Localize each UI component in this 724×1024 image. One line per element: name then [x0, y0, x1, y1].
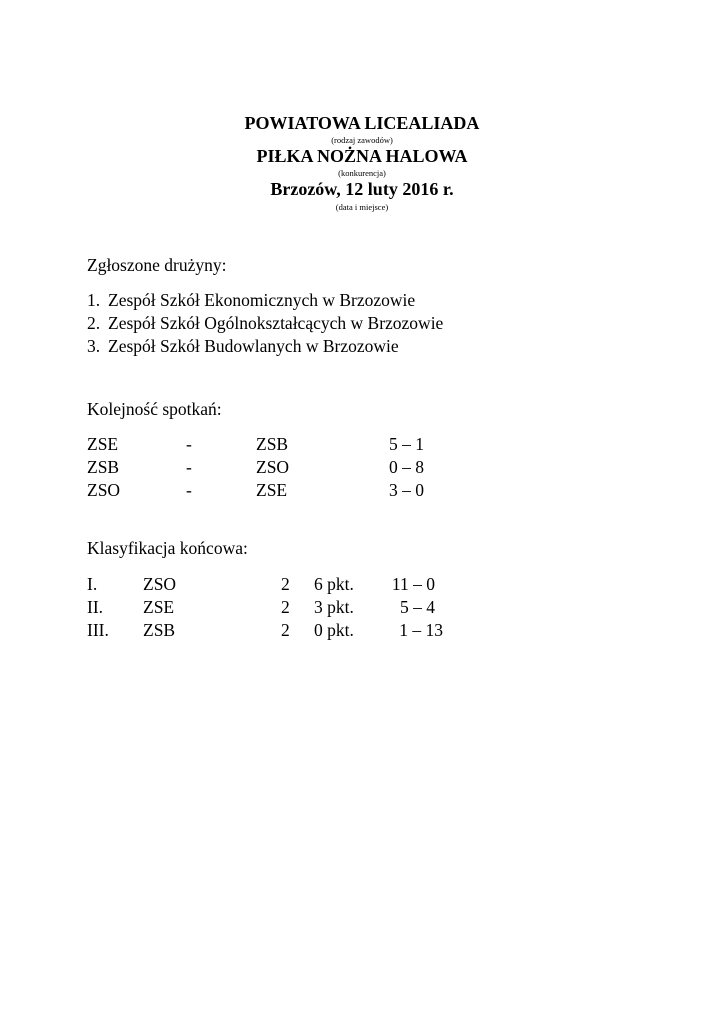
match-home: ZSE	[87, 434, 119, 454]
matches-heading: Kolejność spotkań:	[87, 399, 222, 419]
standing-team: ZSO	[143, 574, 177, 594]
date-place: Brzozów, 12 luty 2016 r.	[270, 179, 454, 199]
team-name: Zespół Szkół Budowlanych w Brzozowie	[108, 336, 399, 356]
standing-goals: 5 – 4	[400, 597, 435, 617]
match-score: 5 – 1	[389, 434, 424, 454]
match-score: 3 – 0	[389, 480, 424, 500]
match-separator: -	[186, 457, 192, 477]
standing-played: 2	[281, 597, 290, 617]
match-home: ZSO	[87, 480, 121, 500]
standing-place: II.	[87, 597, 104, 617]
match-separator: -	[186, 434, 192, 454]
match-separator: -	[186, 480, 192, 500]
match-score: 0 – 8	[389, 457, 424, 477]
standing-goals: 1 – 13	[399, 620, 443, 640]
event-caption: (rodzaj zawodów)	[331, 135, 393, 145]
standing-played: 2	[281, 574, 290, 594]
team-number: 1.	[87, 290, 101, 310]
match-away: ZSE	[256, 480, 288, 500]
standing-points: 0 pkt.	[314, 620, 354, 640]
date-place-caption: (data i miejsce)	[335, 202, 389, 212]
team-number: 3.	[87, 336, 101, 356]
standing-goals: 11 – 0	[391, 574, 435, 594]
teams-heading: Zgłoszone drużyny:	[87, 255, 227, 275]
team-name: Zespół Szkół Ekonomicznych w Brzozowie	[108, 290, 416, 310]
competition-caption: (konkurencja)	[338, 168, 386, 178]
team-number: 2.	[87, 313, 101, 333]
standing-points: 6 pkt.	[314, 574, 354, 594]
event-title: POWIATOWA LICEALIADA	[244, 113, 480, 133]
team-name: Zespół Szkół Ogólnokształcących w Brzozowie	[108, 313, 444, 333]
standing-points: 3 pkt.	[314, 597, 354, 617]
competition-title: PIŁKA NOŻNA HALOWA	[256, 146, 468, 166]
standing-place: I.	[87, 574, 98, 594]
match-away: ZSO	[256, 457, 290, 477]
standing-team: ZSB	[143, 620, 176, 640]
standings-heading: Klasyfikacja końcowa:	[87, 538, 248, 558]
standing-place: III.	[87, 620, 109, 640]
standing-played: 2	[281, 620, 290, 640]
standing-team: ZSE	[143, 597, 175, 617]
match-home: ZSB	[87, 457, 120, 477]
match-away: ZSB	[256, 434, 289, 454]
